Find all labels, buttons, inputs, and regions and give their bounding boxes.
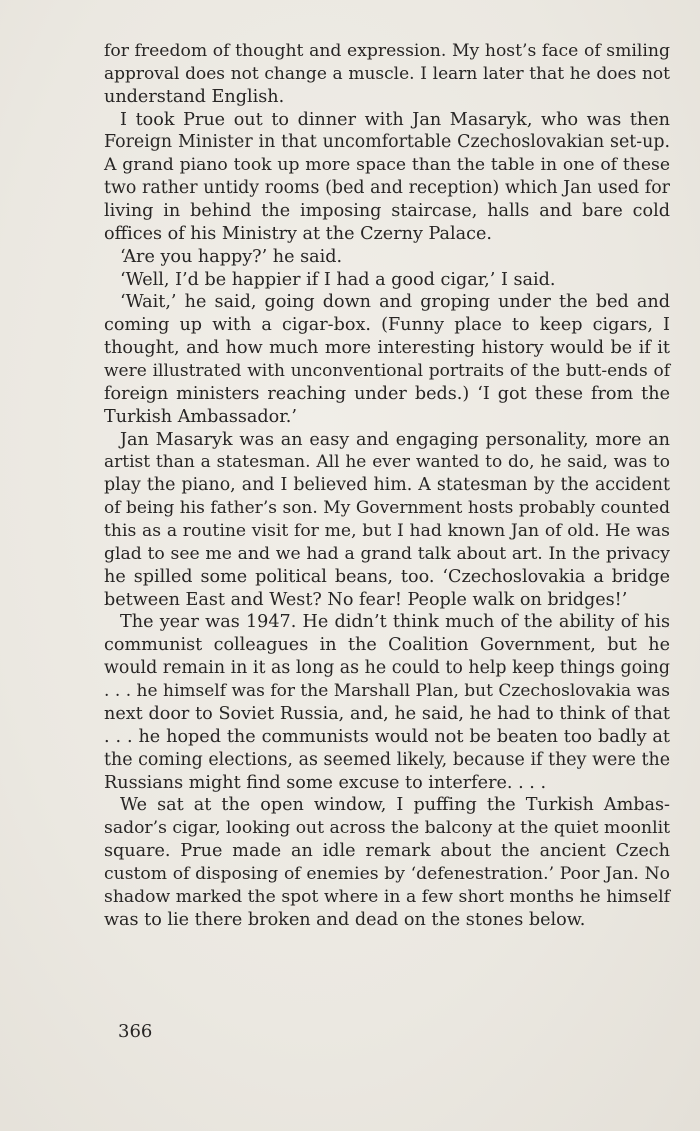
text-line: ‘Are you happy?’ he said.	[120, 246, 343, 267]
text-line: ‘Well, I’d be happier if I had a good cigar,’ I said.	[120, 269, 556, 290]
text-line: glad to see me and we had a grand talk about art. In the privacy	[104, 543, 670, 564]
paragraph	[104, 429, 670, 612]
text-line: he spilled some political beans, too. ‘Czechoslovakia a bridge	[104, 566, 670, 587]
paragraph	[104, 246, 670, 269]
text-line: thought, and how much more interesting history would be if it	[104, 338, 670, 359]
text-line: The year was 1947. He didn’t think much of the ability of his	[120, 612, 670, 633]
text-line: between East and West? No fear! People walk on bridges!’	[104, 589, 628, 610]
text-line: We sat at the open window, I puffing the Turkish Ambas-	[120, 795, 670, 816]
text-line: custom of disposing of enemies by ‘defenestration.’ Poor Jan. No	[104, 863, 670, 884]
text-line: for freedom of thought and expression. My host’s face of smiling	[104, 41, 670, 61]
text-line: foreign ministers reaching under beds.) ‘I got these from the	[104, 383, 670, 404]
text-line: A grand piano took up more space than the table in one of these	[104, 155, 670, 176]
text-line: . . . he himself was for the Marshall Plan, but Czechoslovakia was	[104, 681, 670, 702]
text-line: the coming elections, as seemed likely, because if they were the	[104, 749, 670, 770]
text-line: ‘Wait,’ he said, going down and groping under the bed and	[120, 292, 670, 313]
paragraph	[104, 40, 670, 109]
text-line: Jan Masaryk was an easy and engaging personality, more an	[120, 429, 670, 450]
text-line: communist colleagues in the Coalition Government, but he	[104, 635, 670, 656]
text-line: two rather untidy rooms (bed and reception) which Jan used for	[104, 178, 670, 199]
text-line: sador’s cigar, looking out across the balcony at the quiet moonlit	[104, 818, 670, 839]
text-line: coming up with a cigar-box. (Funny place to keep cigars, I	[104, 315, 670, 336]
text-line: Foreign Minister in that uncomfortable Czechoslovakian set-up.	[104, 132, 670, 153]
text-line: would remain in it as long as he could to help keep things going	[104, 658, 670, 679]
paragraph	[104, 611, 670, 794]
text-line: square. Prue made an idle remark about the ancient Czech	[104, 841, 670, 862]
paragraph	[104, 291, 670, 428]
text-line: play the piano, and I believed him. A statesman by the accident	[104, 475, 670, 496]
text-line: artist than a statesman. All he ever wanted to do, he said, was to	[104, 452, 670, 473]
text-line: offices of his Ministry at the Czerny Palace.	[104, 223, 493, 244]
text-line: . . . he hoped the communists would not be beaten too badly at	[104, 726, 670, 747]
text-line: this as a routine visit for me, but I had known Jan of old. He was	[104, 521, 670, 542]
text-line: approval does not change a muscle. I learn later that he does not	[104, 63, 670, 84]
text-line: understand English.	[104, 86, 285, 107]
text-line: next door to Soviet Russia, and, he said, he had to think of that	[104, 703, 670, 724]
text-line: I took Prue out to dinner with Jan Masaryk, who was then	[120, 109, 670, 130]
text-line: of being his father’s son. My Government hosts probably counted	[104, 498, 670, 519]
paragraph	[104, 109, 670, 246]
text-line: shadow marked the spot where in a few short months he himself	[104, 886, 670, 907]
paragraph	[104, 269, 670, 292]
text-line: Russians might find some excuse to interfere. . . .	[104, 772, 547, 793]
text-line: living in behind the imposing staircase, halls and bare cold	[104, 201, 670, 222]
text-line: Turkish Ambassador.’	[104, 406, 297, 427]
paragraph	[104, 794, 670, 931]
text-line: was to lie there broken and dead on the stones below.	[104, 909, 586, 930]
text-line: were illustrated with unconventional portraits of the butt-ends of	[104, 361, 670, 382]
body-text	[104, 40, 670, 932]
page-number: 366	[118, 1021, 153, 1042]
